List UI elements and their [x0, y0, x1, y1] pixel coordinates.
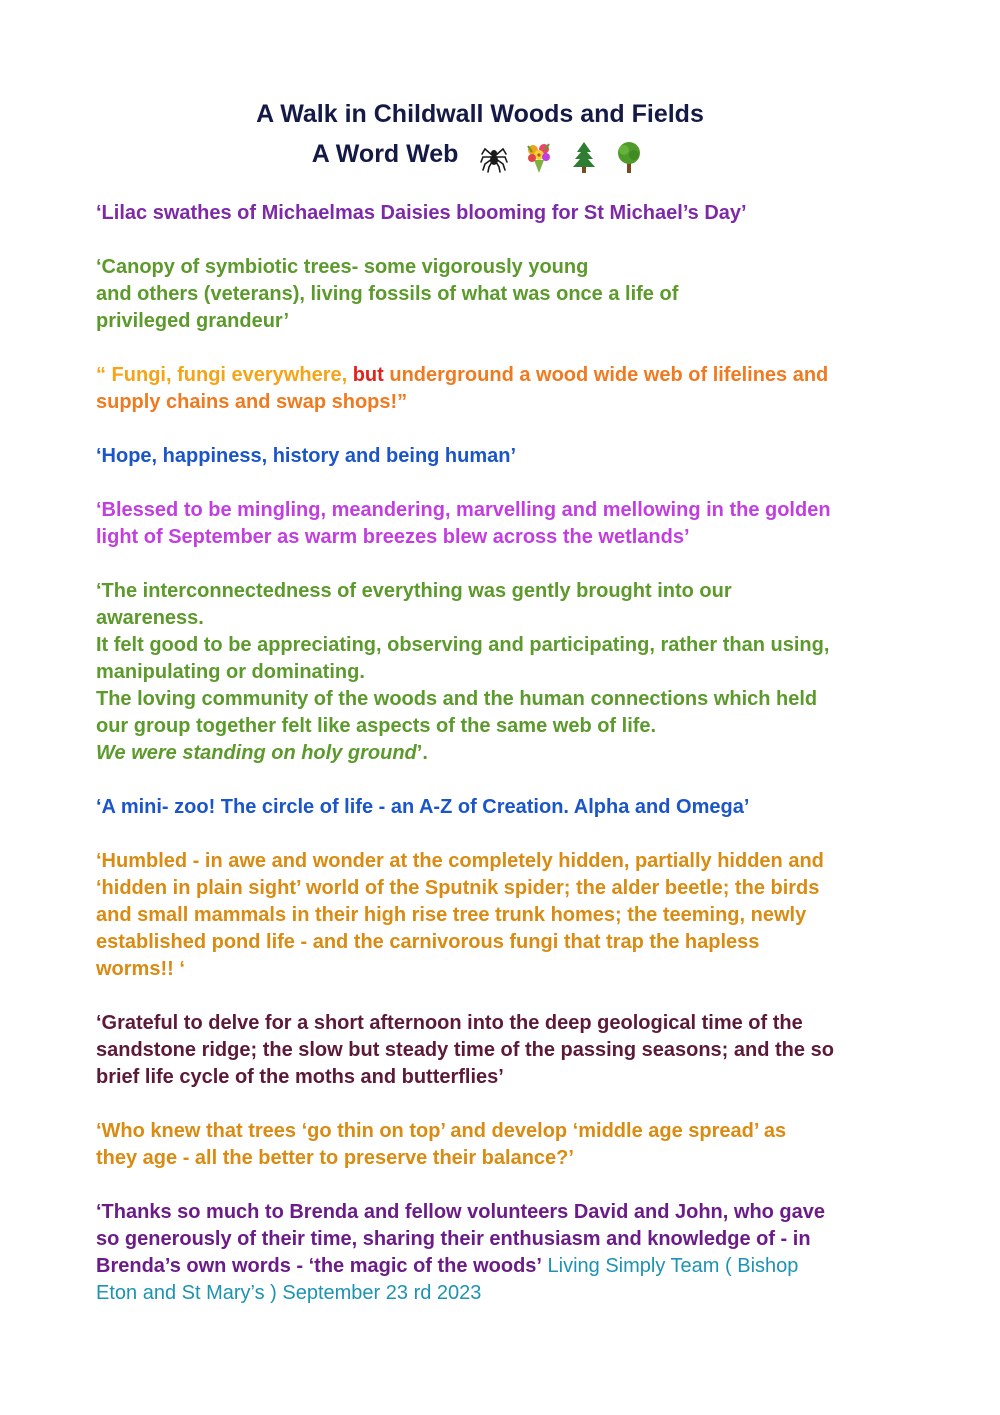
- text-line: ‘Hope, happiness, history and being human’: [96, 445, 517, 467]
- bouquet-icon: [524, 140, 554, 174]
- text-line: ‘A mini- zoo! The circle of life - an A-Z of Creation. Alpha and Omega’: [96, 796, 750, 818]
- text-line: they age - all the better to preserve their balance?’: [96, 1147, 574, 1169]
- paragraph-humbled: [96, 848, 916, 983]
- text-signature-date: Eton and St Mary’s ) September 23 rd 2023: [96, 1282, 482, 1304]
- text-line-signature: [96, 1253, 916, 1280]
- paragraph-michaelmas-daisies: [96, 200, 916, 227]
- text-line: worms!! ‘: [96, 958, 185, 980]
- text-line: ‘Humbled - in awe and wonder at the completely hidden, partially hidden and: [96, 850, 824, 872]
- page-subtitle: A Word Web: [311, 140, 459, 168]
- spider-icon: [479, 140, 509, 174]
- text-signature: Living Simply Team ( Bishop: [541, 1255, 799, 1277]
- text-line: ‘Who knew that trees ‘go thin on top’ and develop ‘middle age spread’ as: [96, 1120, 787, 1142]
- text-closing-quote: ’.: [416, 742, 428, 764]
- text-line: light of September as warm breezes blew across the wetlands’: [96, 526, 690, 548]
- text-line: our group together felt like aspects of the same web of life.: [96, 715, 657, 737]
- deciduous-tree-icon: [614, 140, 644, 174]
- paragraph-interconnectedness: [96, 578, 916, 767]
- paragraph-who-knew: [96, 1118, 916, 1172]
- text-line: ‘The interconnectedness of everything was gently brought into our: [96, 580, 732, 602]
- text-line-holy-ground: [96, 740, 916, 767]
- text-line: privileged grandeur’: [96, 310, 290, 332]
- text-line: supply chains and swap shops!”: [96, 391, 408, 413]
- text-fungi-everywhere: “ Fungi, fungi everywhere,: [96, 364, 353, 386]
- text-line: The loving community of the woods and the human connections which held: [96, 688, 818, 710]
- text-line: and others (veterans), living fossils of what was once a life of: [96, 283, 679, 305]
- paragraph-hope: [96, 443, 916, 470]
- text-line-fungi: [96, 362, 916, 389]
- text-magic-of-woods: Brenda’s own words - ‘the magic of the woods’: [96, 1255, 542, 1277]
- text-underground: underground a wood wide web of lifelines and: [383, 364, 829, 386]
- text-line: It felt good to be appreciating, observing and participating, rather than using,: [96, 634, 830, 656]
- paragraph-blessed: [96, 497, 916, 551]
- page-subtitle-row: [0, 134, 960, 175]
- text-line: established pond life - and the carnivorous fungi that trap the hapless: [96, 931, 760, 953]
- text-line: brief life cycle of the moths and butterflies’: [96, 1066, 504, 1088]
- evergreen-tree-icon: [569, 140, 599, 174]
- text-holy-ground: We were standing on holy ground: [96, 742, 417, 764]
- paragraph-grateful: [96, 1010, 916, 1091]
- text-line: and small mammals in their high rise tree trunk homes; the teeming, newly: [96, 904, 807, 926]
- text-line: ‘Lilac swathes of Michaelmas Daisies blooming for St Michael’s Day’: [96, 202, 747, 224]
- emoji-row: [475, 135, 648, 175]
- text-line: so generously of their time, sharing their enthusiasm and knowledge of - in: [96, 1228, 811, 1250]
- paragraph-thanks: [96, 1199, 916, 1307]
- text-line: awareness.: [96, 607, 204, 629]
- text-but: but: [352, 364, 384, 386]
- title-block: [0, 94, 960, 175]
- text-line: ‘Blessed to be mingling, meandering, marvelling and mellowing in the golden: [96, 499, 831, 521]
- page-title: A Walk in Childwall Woods and Fields: [256, 100, 704, 128]
- paragraph-fungi: [96, 362, 916, 416]
- paragraph-canopy: [96, 254, 916, 335]
- word-web-body: [96, 200, 916, 1334]
- text-line: ‘hidden in plain sight’ world of the Sputnik spider; the alder beetle; the birds: [96, 877, 820, 899]
- text-line: ‘Thanks so much to Brenda and fellow volunteers David and John, who gave: [96, 1201, 826, 1223]
- paragraph-mini-zoo: [96, 794, 916, 821]
- text-line: ‘Canopy of symbiotic trees- some vigorously young: [96, 256, 589, 278]
- text-line: ‘Grateful to delve for a short afternoon into the deep geological time of the: [96, 1012, 803, 1034]
- text-line: sandstone ridge; the slow but steady time of the passing seasons; and the so: [96, 1039, 834, 1061]
- text-line: manipulating or dominating.: [96, 661, 365, 683]
